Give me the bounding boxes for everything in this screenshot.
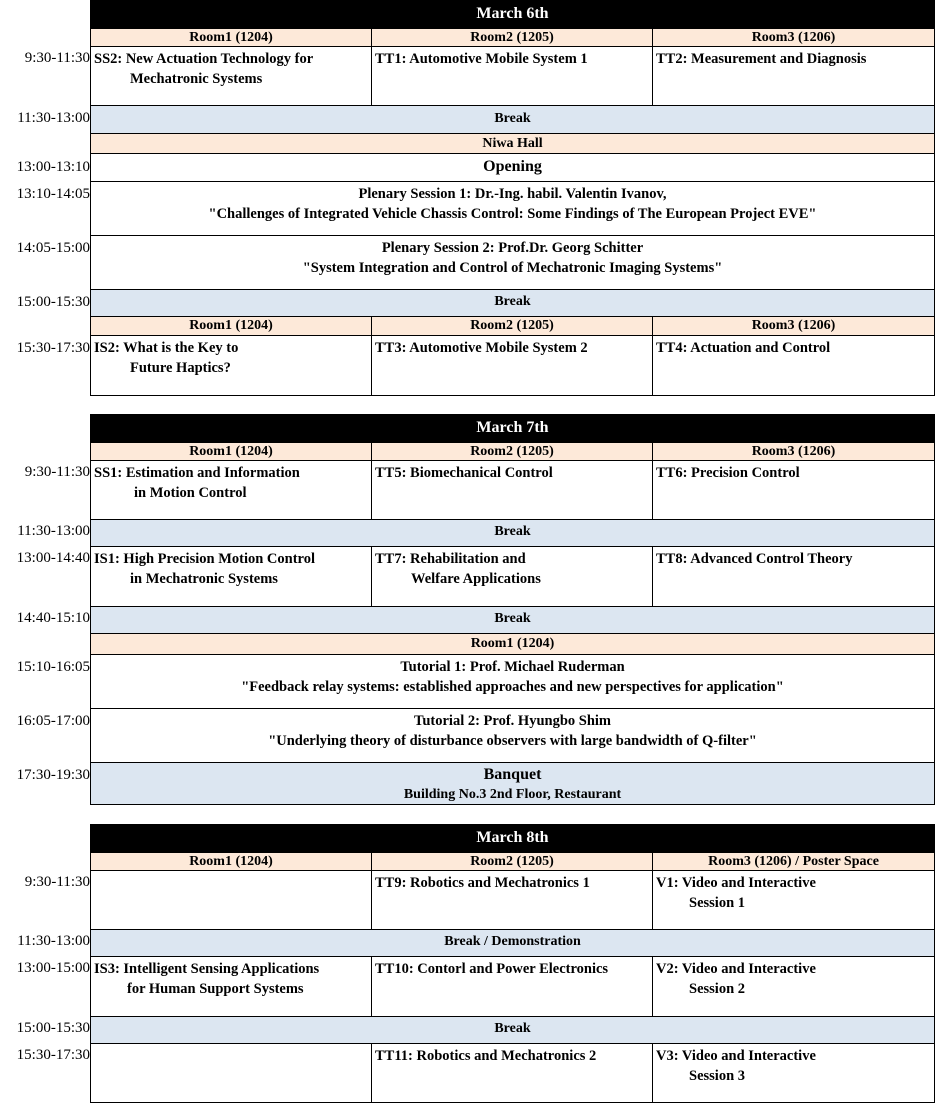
session-cell [652,546,935,607]
session-title: TT7: Rehabilitation and [375,551,526,567]
session-title: SS1: Estimation and Information [94,465,300,481]
time-label: 15:10-16:05 [16,659,90,675]
day-header: March 8th [90,824,935,852]
session-cell [90,956,372,1017]
session-cell [652,956,935,1017]
time-label: 11:30-13:00 [17,933,90,949]
session-cell [90,870,372,930]
session-subtitle: for Human Support Systems [127,981,304,997]
time-label: 15:00-15:30 [16,1020,90,1036]
tutorial-session [90,708,935,763]
session-title: TT2: Measurement and Diagnosis [656,51,867,67]
session-cell [90,546,372,607]
session-cell [371,460,653,520]
break-row: Break / Demonstration [90,929,935,957]
plenary-speaker: Plenary Session 1: Dr.-Ing. habil. Valentin Ivanov, [358,186,667,202]
day-header: March 7th [90,414,935,442]
time-label: 13:00-13:10 [16,159,90,175]
session-title: IS1: High Precision Motion Control [94,551,315,567]
tutorial-session [90,654,935,709]
tutorial-title: "Underlying theory of disturbance observers with large bandwidth of Q-filter" [268,733,757,749]
room-header: Room1 (1204) [90,28,372,47]
session-title: IS2: What is the Key to [94,340,239,356]
session-cell [371,870,653,930]
session-cell [652,1043,935,1103]
session-cell [652,46,935,106]
time-label: 9:30-11:30 [24,464,90,480]
plenary-session [90,181,935,236]
session-subtitle: Session 3 [689,1068,746,1084]
time-label: 14:05-15:00 [16,240,90,256]
session-title: TT3: Automotive Mobile System 2 [375,340,588,356]
time-label: 11:30-13:00 [17,110,90,126]
room-header: Room2 (1205) [371,442,653,461]
session-cell [652,335,935,396]
break-row: Break [90,606,935,634]
room-header: Room1 (1204) [90,852,372,871]
session-title: V2: Video and Interactive [656,961,816,977]
session-title: V1: Video and Interactive [656,875,816,891]
time-label: 11:30-13:00 [17,523,90,539]
session-cell [371,1043,653,1103]
plenary-session [90,235,935,290]
tutorial-speaker: Tutorial 1: Prof. Michael Ruderman [400,659,625,675]
tutorial-speaker: Tutorial 2: Prof. Hyungbo Shim [414,713,611,729]
session-title: TT8: Advanced Control Theory [656,551,853,567]
session-cell [90,335,372,396]
banquet-title: Banquet [483,766,542,783]
time-label: 13:00-15:00 [16,960,90,976]
banquet-location: Building No.3 2nd Floor, Restaurant [403,787,622,802]
banquet-row [90,762,935,805]
session-title: SS2: New Actuation Technology for [94,51,314,67]
break-row: Break [90,1016,935,1044]
room-header: Room1 (1204) [90,442,372,461]
session-title: TT9: Robotics and Mechatronics 1 [375,875,590,891]
time-label: 15:00-15:30 [16,294,90,310]
room-header: Room2 (1205) [371,852,653,871]
session-title: TT4: Actuation and Control [656,340,831,356]
session-subtitle: Session 2 [689,981,746,997]
time-label: 15:30-17:30 [16,340,90,356]
plenary-title: "System Integration and Control of Mechatronic Imaging Systems" [302,260,723,276]
session-title: TT10: Contorl and Power Electronics [375,961,609,977]
session-cell [90,460,372,520]
time-label: 14:40-15:10 [16,610,90,626]
time-label: 9:30-11:30 [24,874,90,890]
room-header: Room3 (1206) [652,28,935,47]
day-header: March 6th [90,0,935,28]
session-title: V3: Video and Interactive [656,1048,816,1064]
hall-header: Niwa Hall [90,133,935,154]
session-subtitle: in Motion Control [134,485,247,501]
session-title: IS3: Intelligent Sensing Applications [94,961,320,977]
session-cell [371,46,653,106]
time-label: 13:00-14:40 [16,550,90,566]
session-title: TT11: Robotics and Mechatronics 2 [375,1048,597,1064]
session-subtitle: in Mechatronic Systems [130,571,278,587]
plenary-speaker: Plenary Session 2: Prof.Dr. Georg Schitter [381,240,644,256]
session-cell [90,1043,372,1103]
session-cell [652,870,935,930]
room-header: Room3 (1206) [652,442,935,461]
session-cell [652,460,935,520]
room-header: Room2 (1205) [371,316,653,336]
room-header: Room1 (1204) [90,633,935,655]
time-label: 13:10-14:05 [16,186,90,202]
room-header: Room3 (1206) / Poster Space [652,852,935,871]
tutorial-title: "Feedback relay systems: established approaches and new perspectives for application" [241,679,784,695]
session-title: TT6: Precision Control [656,465,800,481]
session-cell [371,335,653,396]
break-row: Break [90,289,935,317]
time-label: 9:30-11:30 [24,50,90,66]
session-cell [371,956,653,1017]
room-header: Room3 (1206) [652,316,935,336]
session-title: TT1: Automotive Mobile System 1 [375,51,588,67]
session-cell [371,546,653,607]
break-row: Break [90,105,935,134]
session-subtitle: Session 1 [689,895,746,911]
session-subtitle: Mechatronic Systems [130,71,263,87]
time-label: 17:30-19:30 [16,767,90,783]
session-title: TT5: Biomechanical Control [375,465,553,481]
session-subtitle: Future Haptics? [130,360,231,376]
plenary-title: "Challenges of Integrated Vehicle Chassis Control: Some Findings of The European Project EVE" [208,206,817,222]
break-row: Break [90,519,935,547]
room-header: Room1 (1204) [90,316,372,336]
room-header: Room2 (1205) [371,28,653,47]
opening-row: Opening [90,153,935,182]
time-label: 15:30-17:30 [16,1047,90,1063]
time-label: 16:05-17:00 [16,713,90,729]
session-subtitle: Welfare Applications [411,571,541,587]
session-cell [90,46,372,106]
